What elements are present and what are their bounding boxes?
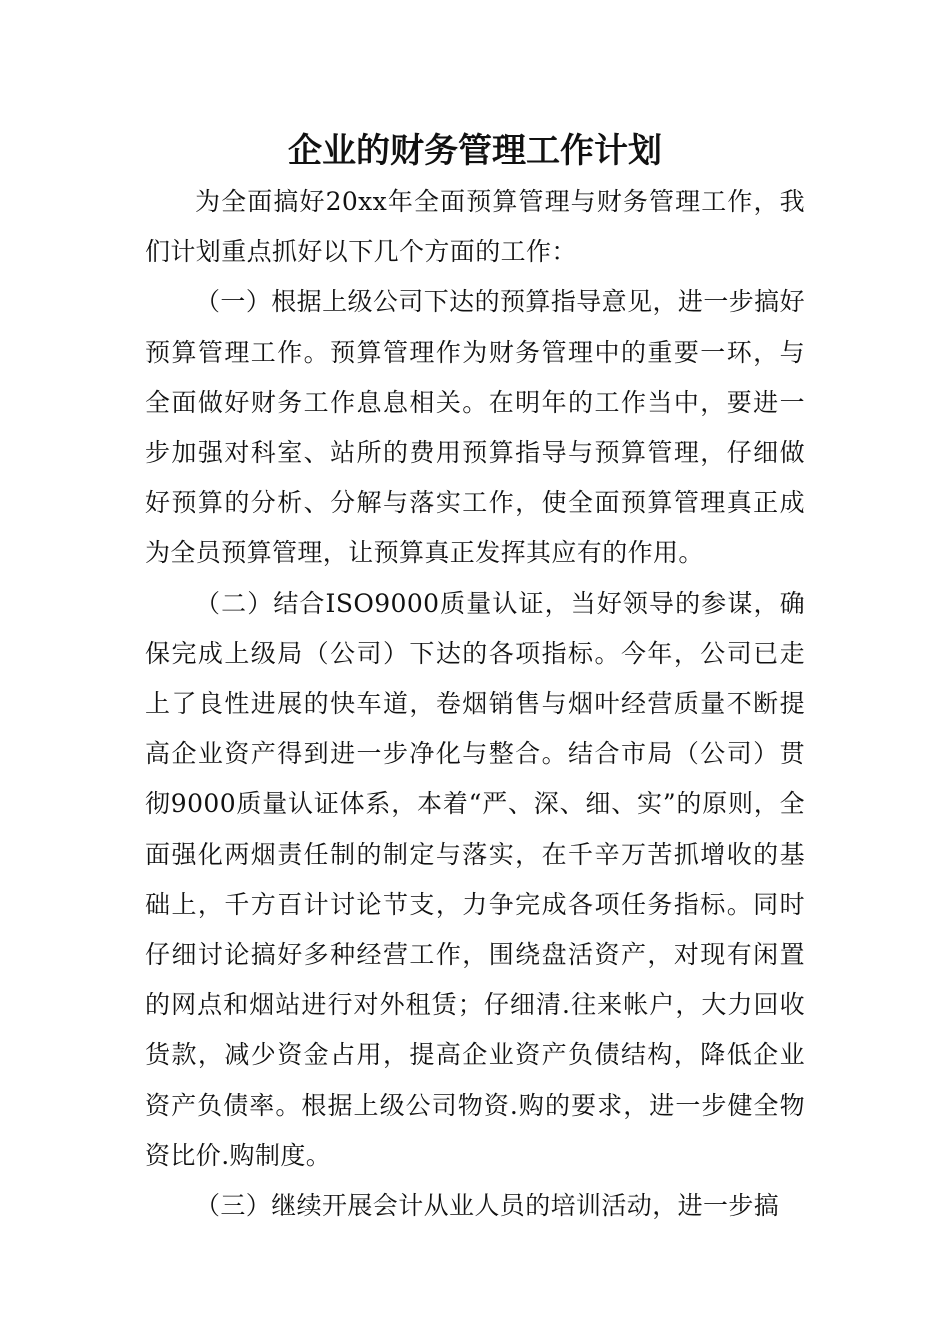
intro-paragraph: 为全面搞好20xx年全面预算管理与财务管理工作，我们计划重点抓好以下几个方面的工作： (145, 187, 805, 267)
document-title: 企业的财务管理工作计划 (288, 131, 662, 171)
document-body (145, 177, 805, 1231)
section-two-paragraph: （二）结合ISO9000质量认证，当好领导的参谋，确保完成上级局（公司）下达的各项指标。今年，公司已走上了良性进展的快车道，卷烟销售与烟叶经营质量不断提高企业资产得到进一步净化与整合。结合市局（公司）贯彻9000质量认证体系，本着“严、深、细、实”的原则，全面强化两烟责任制的制定与落实，在千辛万苦抓增收的基础上，千方百计讨论节支，力争完成各项任务指标。同时仔细讨论搞好多种经营工作，围绕盘活资产，对现有闲置的网点和烟站进行对外租赁；仔细清.往来帐户，大力回收货款，减少资金占用，提高企业资产负债结构，降低企业资产负债率。根据上级公司物资.购的要求，进一步健全物资比价.购制度。 (145, 588, 805, 1170)
section-three-paragraph: （三）继续开展会计从业人员的培训活动，进一步搞 (195, 1191, 780, 1221)
section-one-paragraph: （一）根据上级公司下达的预算指导意见，进一步搞好预算管理工作。预算管理作为财务管理中的重要一环，与全面做好财务工作息息相关。在明年的工作当中，要进一步加强对科室、站所的费用预算指导与预算管理，仔细做好预算的分析、分解与落实工作，使全面预算管理真正成为全员预算管理，让预算真正发挥其应有的作用。 (145, 287, 805, 568)
